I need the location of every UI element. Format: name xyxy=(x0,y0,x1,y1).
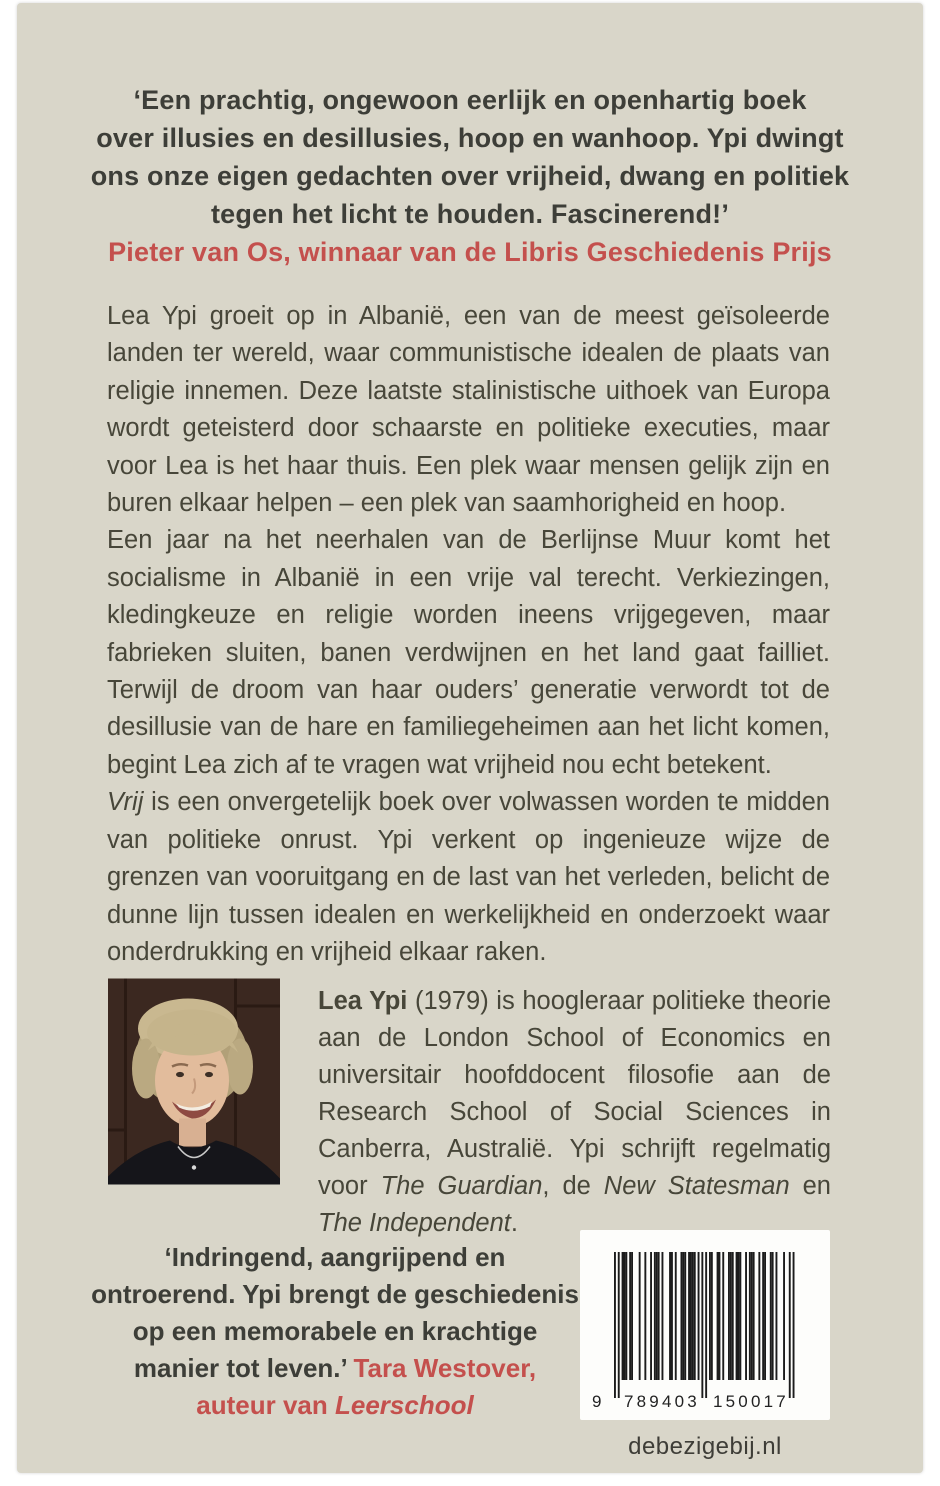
top-review-quote xyxy=(70,81,870,271)
quote-attribution-title xyxy=(85,1387,585,1424)
synopsis-paragraph-3 xyxy=(107,784,830,971)
quote-line xyxy=(85,1350,585,1387)
quote-line: op een memorabele en krachtige xyxy=(132,1316,538,1346)
quote-attribution: Pieter van Os, winnaar van de Libris Geschiedenis Prijs xyxy=(108,237,832,267)
bio-text: (1979) is hoogleraar politieke theorie aan de London School of Economics en universitair hoofddocent filosofie aan de Research School of Social Sciences in Canberra, Australië. Ypi schrijft regelmatig voor xyxy=(318,987,832,1200)
synopsis-text xyxy=(107,298,830,971)
attribution-prefix: auteur van xyxy=(196,1390,335,1420)
publication-independent: The Independent xyxy=(318,1209,511,1237)
publication-new-statesman: New Statesman xyxy=(603,1172,790,1200)
quote-line: tegen het licht te houden. Fascinerend!’ xyxy=(210,199,730,229)
bio-separator: en xyxy=(789,1172,831,1200)
quote-attribution-name: Tara Westover, xyxy=(353,1353,537,1383)
barcode-digits-left: 789403 xyxy=(624,1392,700,1411)
publication-guardian: The Guardian xyxy=(380,1172,543,1200)
bio-period: . xyxy=(510,1209,518,1237)
quote-line: ons onze eigen gedachten over vrijheid, dwang en politiek xyxy=(90,161,850,191)
bio-separator: , de xyxy=(542,1172,604,1200)
author-name: Lea Ypi xyxy=(318,987,408,1015)
book-title-italic: Vrij xyxy=(107,788,144,817)
quote-line: ‘Indringend, aangrijpend en xyxy=(164,1242,506,1272)
barcode-digits-right: 150017 xyxy=(713,1392,789,1411)
book-back-cover xyxy=(17,3,923,1473)
attribution-book-title: Leerschool xyxy=(335,1390,474,1420)
publisher-website: debezigebij.nl xyxy=(628,1433,782,1460)
bottom-review-quote xyxy=(85,1239,585,1424)
quote-line: ontroerend. Ypi brengt de geschiedenis xyxy=(91,1279,579,1309)
synopsis-paragraph-3-text: is een onvergetelijk boek over volwassen worden te midden van politieke onrust. Ypi verkent op ingenieuze wijze de grenzen van vooruitgang en de last van het verleden, belicht de dunne lijn tussen idealen en werkelijkheid en onderzoekt waar onderdrukking en vrijheid elkaar raken. xyxy=(107,788,830,966)
quote-end: manier tot leven.’ xyxy=(133,1353,354,1383)
barcode-digit-1: 9 xyxy=(592,1392,602,1411)
synopsis-paragraph-2: Een jaar na het neerhalen van de Berlijnse Muur komt het socialisme in Albanië in een vrije val terecht. Verkiezingen, kledingkeuze en religie worden ineens vrijgegeven, maar fabrieken sluiten, banen verdwijnen en het land gaat failliet. Terwijl de droom van haar ouders’ generatie verwordt tot de desillusie van de hare en familiegeheimen aan het licht komen, begint Lea zich af te vragen wat vrijheid nou echt betekent. xyxy=(107,526,830,779)
synopsis-paragraph-1: Lea Ypi groeit op in Albanië, een van de meest geïsoleerde landen ter wereld, waar communistische idealen de plaats van religie innemen. Deze laatste stalinistische uithoek van Europa wordt geteisterd door schaarste en politieke executies, maar voor Lea is het haar thuis. Een plek waar mensen gelijk zijn en buren elkaar helpen – een plek van saamhorigheid en hoop. xyxy=(107,302,830,518)
ean13-barcode xyxy=(580,1230,830,1420)
barcode xyxy=(580,1230,830,1420)
quote-line: ‘Een prachtig, ongewoon eerlijk en openhartig boek xyxy=(133,85,807,115)
author-photo xyxy=(108,978,280,1185)
author-bio xyxy=(318,983,831,1242)
quote-line: over illusies en desillusies, hoop en wanhoop. Ypi dwingt xyxy=(96,123,844,153)
author-portrait-image xyxy=(108,978,280,1185)
